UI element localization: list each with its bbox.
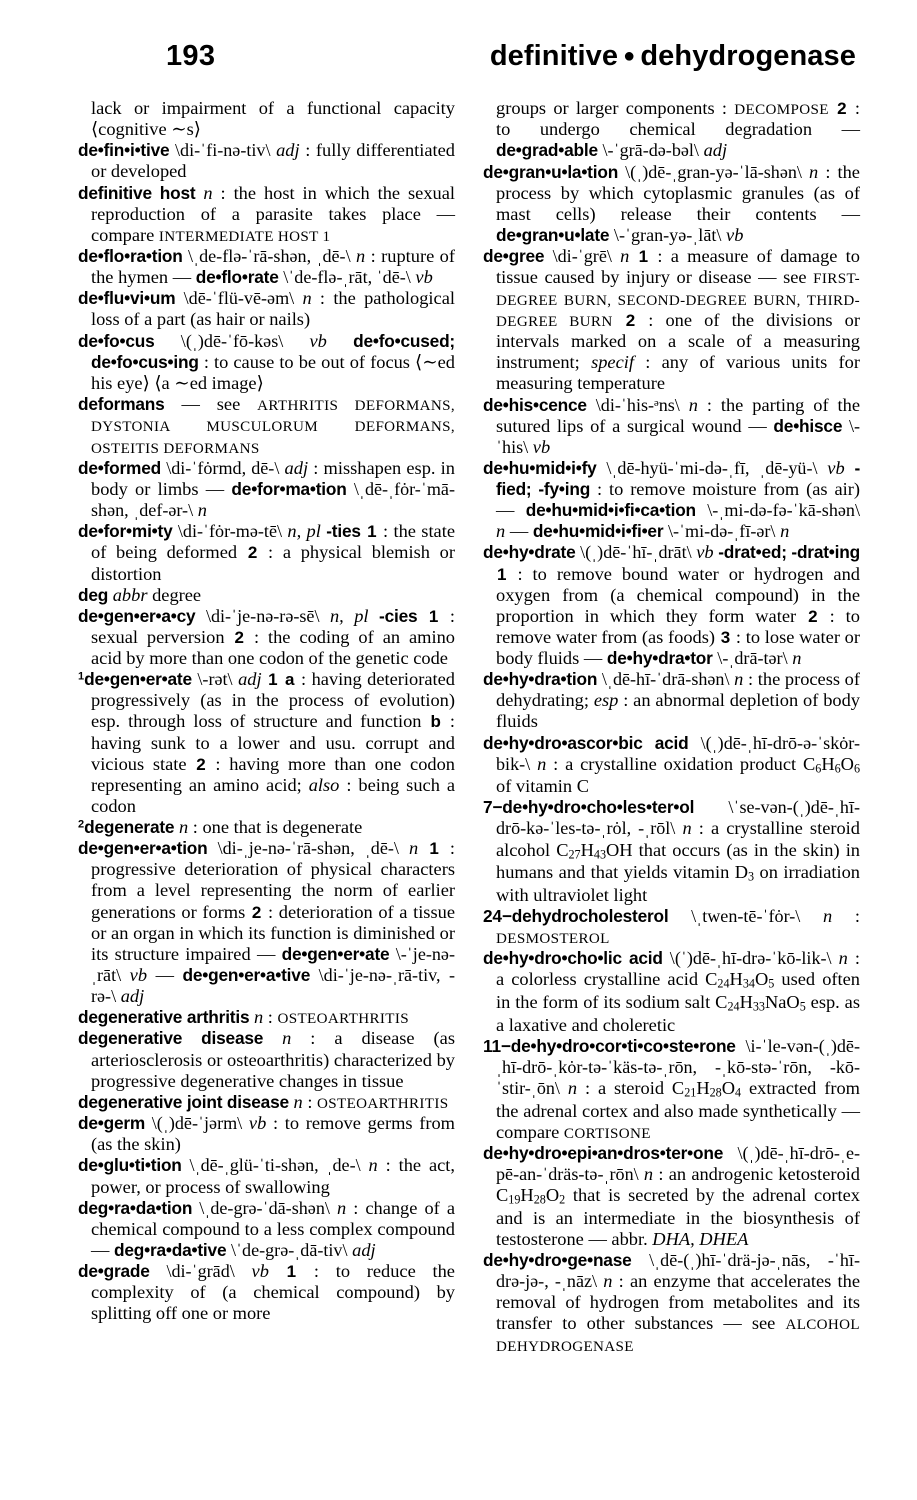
carryover-line-1: lack or impairment of a functional <box>91 98 382 118</box>
entry-11-dehydrocorticosterone <box>483 1036 860 1143</box>
sense-number: 2 <box>196 754 206 774</box>
definition-text: : the process of dehydrating; <box>496 669 860 711</box>
sense-number: 2 <box>808 606 818 626</box>
sense-number: 1 <box>497 564 507 584</box>
cross-reference[interactable]: DESMOSTEROL <box>496 930 610 947</box>
run-on-pronunciation: \-ˈgrā-də-bəl\ <box>602 140 699 161</box>
run-on-word: de•hu•mid•i•fi•ca•tion <box>525 500 696 521</box>
pronunciation: \di-ˈhis-ᵊns\ <box>595 394 680 415</box>
sense-number: 3 <box>720 627 731 647</box>
guide-word-first: definitive <box>489 40 619 72</box>
cross-reference[interactable]: ARTHRITIS DEFORMANS, DYSTONIA MUSCULORUM DEFORMANS, OSTEITIS DEFORMANS <box>91 397 456 457</box>
definition-text: : to remove germs from (as the skin) <box>91 1113 455 1155</box>
entry-dehydrocholic-acid <box>483 948 860 1035</box>
functional-label: n, pl <box>287 521 321 542</box>
inflected-forms: -drat•ed; -drat•ing <box>718 542 860 563</box>
entry-dehumidify <box>483 458 860 543</box>
definition-text: : to remove moisture from (as air) — <box>496 479 860 521</box>
sense-text: : sexual perversion <box>91 605 455 647</box>
sense-text: : a measure of damage to tissue caused by injury or disease — see <box>496 246 860 288</box>
guide-word-last: dehydrogenase <box>640 40 856 72</box>
functional-label: n <box>809 161 819 182</box>
entry-defloration <box>78 246 455 288</box>
sense-number: 2 <box>234 627 244 647</box>
inflected-forms: -cies <box>379 605 418 626</box>
functional-label: n <box>688 394 698 415</box>
definition-text: : fully differentiated or developed <box>91 140 455 182</box>
definition-text: : the process by which cytoplasmic granules (as of mast cells) release their contents — <box>496 161 860 224</box>
definition-text: : a colorless crystalline acid $C_{24}H_{34}O_5$ used often in the form of its sodium salt $C_{24}H_{33}NaO_5$ esp. as a laxative and choleretic <box>496 948 860 1035</box>
pronunciation: \ˌde-grə-ˈdā-shən\ <box>199 1197 330 1218</box>
pronunciation: \ˌdē-hyü-ˈmi-də-ˌfī, ˌdē-yü-\ <box>606 457 818 478</box>
headword: de•hy•dra•tion <box>483 669 598 690</box>
inflected-forms: -fied; -fy•ing <box>496 457 860 499</box>
entry-definitive-host <box>78 183 455 247</box>
headword: degenerate <box>84 817 175 837</box>
run-on-functional-label: vb <box>532 436 551 457</box>
pronunciation: \di-ˈfi-nə-tiv\ <box>175 140 271 161</box>
cross-reference[interactable]: CORTISONE <box>563 1125 651 1142</box>
functional-label: adj <box>238 669 262 690</box>
sense-text: : one of the divisions or intervals marked on a scale of a measuring instrument; <box>496 309 860 373</box>
run-on-word: deg•ra•da•tive <box>114 1239 227 1260</box>
functional-label: n, pl <box>329 605 369 626</box>
pronunciation: \di-ˈgrē\ <box>552 246 612 267</box>
pronunciation: \di-ˈfȯrmd, dē-\ <box>166 457 280 478</box>
headword: deg <box>78 584 109 605</box>
definition-text: : a crystalline oxidation product $C_6H_6O_6$ of vitamin C <box>496 753 860 797</box>
entry-dehydrogenase <box>483 1250 860 1356</box>
definition-text-continued: : an abnormal depletion of body fluids <box>496 690 860 732</box>
headword: de•hy•dro•epi•an•dros•ter•one <box>483 1142 724 1163</box>
pronunciation: \ˌdē-ˌglü-ˈti-shən, ˌde-\ <box>189 1155 361 1176</box>
functional-label: n <box>537 753 547 774</box>
headword: de•flu•vi•um <box>78 288 176 309</box>
entry-degree <box>483 246 860 394</box>
run-on-pronunciation: \-ˌdrā-tər\ <box>717 648 788 668</box>
functional-label: abbr <box>112 584 148 605</box>
functional-label: n <box>203 182 213 203</box>
cross-reference[interactable]: ALCOHOL DEHYDROGENASE <box>496 1317 860 1355</box>
headword: deg•ra•da•tion <box>78 1197 193 1218</box>
entry-degranulation <box>483 162 860 247</box>
headword: de•gen•er•ate <box>84 669 192 690</box>
definition-text: : change of a chemical compound to a less complex compound — <box>91 1197 455 1260</box>
functional-label: n <box>734 669 744 690</box>
sense-text: : having more than one codon representing an amino acid; <box>91 753 455 795</box>
run-on-functional-label: adj <box>120 986 145 1006</box>
abbreviation: DHA, DHEA <box>652 1228 749 1249</box>
headword: de•hy•dro•ascor•bic acid <box>483 732 689 753</box>
homograph-number: 1 <box>78 670 85 683</box>
run-on-functional-label: vb <box>415 267 433 288</box>
headword: degenerative arthritis <box>78 1007 250 1028</box>
headword: de•hu•mid•i•fy <box>483 457 597 478</box>
cross-reference[interactable]: DECOMPOSE <box>734 102 829 118</box>
entry-degenerative-disease <box>78 1028 455 1091</box>
definition-text: : an androgenic ketosteroid $C_{19}H_{28}O_2$ that is secreted by the adrenal cortex and is an intermediate in the biosynthesis of testosterone — abbr. <box>496 1164 860 1249</box>
functional-label: vb <box>827 457 845 478</box>
sense-number: 1 <box>428 606 439 626</box>
definition-text: : a steroid $C_{21}H_{28}O_4$ extracted from the adrenal cortex and also made synthetically — compare <box>496 1077 860 1142</box>
sense-number: 2 <box>837 99 847 118</box>
entry-degenerative-joint-disease <box>78 1092 455 1113</box>
functional-label: n <box>409 838 419 859</box>
functional-label: n <box>253 1007 264 1028</box>
entry-degrade <box>78 1261 455 1324</box>
guide-word-separator-icon: ● <box>623 45 636 68</box>
headword: de•his•cence <box>483 394 587 415</box>
headword: de•hy•drate <box>483 542 576 563</box>
headword: 11−de•hy•dro•cor•ti•co•ste•rone <box>483 1035 736 1056</box>
entry-definitive <box>78 140 455 182</box>
entry-defluvium <box>78 288 455 330</box>
cross-reference[interactable]: OSTEOARTHRITIS <box>317 1095 449 1112</box>
column-container <box>78 98 860 1356</box>
sense-number: 1 <box>268 670 278 690</box>
run-on-functional-label: adj <box>352 1239 376 1260</box>
pronunciation: \(ˈ)dē-ˌhī-drə-ˈkō-lik-\ <box>669 948 832 969</box>
sense-text: : to lose water or body fluids — <box>496 626 860 668</box>
run-on-word: de•grad•able <box>496 140 598 161</box>
run-on-functional-label: vb <box>726 224 744 245</box>
headword: de•for•mi•ty <box>78 521 173 542</box>
headword: deformans <box>78 393 165 414</box>
run-on-pronunciation: \ˌdē-ˌfȯr-ˈmā-shən, ˌdef-ər-\ <box>91 479 455 521</box>
functional-label: n <box>567 1077 578 1098</box>
headword: de•gen•er•a•tion <box>78 838 208 859</box>
pronunciation: \ˌtwen-tē-ˈfȯr-\ <box>691 905 801 926</box>
definition-text: : misshapen esp. in body or limbs — <box>91 457 455 499</box>
run-on-functional-label: vb <box>129 964 148 985</box>
entry-degenerative-arthritis <box>78 1007 455 1028</box>
functional-label: n <box>302 288 312 309</box>
headword: de•flo•ra•tion <box>78 246 183 267</box>
functional-label: n <box>356 246 366 267</box>
pronunciation: \(ˌ)dē-ˌgran-yə-ˈlā-shən\ <box>625 161 802 182</box>
pronunciation: \(ˌ)dē-ˈfō-kəs\ <box>180 330 284 351</box>
entry-dehydrate <box>483 542 860 669</box>
functional-label: n <box>282 1028 292 1049</box>
pronunciation: \ˌdē-hī-ˈdrā-shən\ <box>601 669 730 690</box>
entry-deformed <box>78 458 455 521</box>
carryover-line-2: : to undergo chemical degradation — <box>496 98 860 140</box>
column-left <box>78 98 469 1324</box>
entry-deg <box>78 585 455 606</box>
sense-number: 2 <box>251 902 262 922</box>
pronunciation: \dē-ˈflü-vē-əm\ <box>183 288 295 309</box>
headword: de•grade <box>78 1261 150 1281</box>
entry-dehydroascorbic-acid <box>483 733 860 798</box>
run-on-word: de•gen•er•a•tive <box>182 964 311 985</box>
inflected-forms: -ties <box>326 521 361 542</box>
page-number: 193 <box>166 40 216 72</box>
definition-text: : one that is degenerate <box>188 817 363 837</box>
headword: de•hy•dro•ge•nase <box>483 1250 632 1271</box>
sense-text: : having sunk to a lower and usu. corrupt and vicious state <box>91 711 455 774</box>
definition-text: : the act, power, or process of swallowing <box>91 1155 455 1197</box>
homograph-number: 2 <box>78 818 85 831</box>
functional-label: vb <box>251 1261 269 1281</box>
sense-text: : the coding of an amino acid by more than one codon of the genetic code <box>91 626 455 668</box>
entry-dehydroepiandrosterone <box>483 1143 860 1250</box>
definition-text: : a crystalline steroid alcohol $C_{27}H_{43}OH$ that occurs (as in the skin) in humans and that yields vitamin $D_3$ on irradiation with ultraviolet light <box>496 818 861 905</box>
headword: de•germ <box>78 1113 146 1134</box>
headword: 24−dehydrocholesterol <box>483 905 669 926</box>
definition-text: : rupture of the hymen — <box>91 246 455 288</box>
sense-text: : to reduce the complexity of (a chemical compound) by splitting off one or more <box>91 1261 455 1324</box>
run-on-functional-label: n <box>496 521 506 542</box>
run-on-functional-label: n <box>197 500 207 521</box>
headword: de•glu•ti•tion <box>78 1155 182 1176</box>
pronunciation: \(ˌ)dē-ˈhī-ˌdrāt\ <box>580 542 692 563</box>
cross-reference[interactable]: FIRST-DEGREE BURN, SECOND-DEGREE BURN, THIRD-DEGREE BURN <box>496 271 860 330</box>
run-on-pronunciation: \ˈde-grə-ˌdā-tiv\ <box>230 1239 348 1260</box>
sense-text-continued: : any of various units for measuring temperature <box>496 352 860 394</box>
functional-label: n <box>643 1164 654 1185</box>
functional-label: n <box>620 246 630 267</box>
run-on-dash: — <box>155 964 174 985</box>
run-on-word: de•hu•mid•i•fi•er <box>532 521 664 542</box>
definition-text: : <box>302 1091 318 1112</box>
run-on-word: de•gen•er•ate <box>281 943 390 964</box>
functional-label: n <box>293 1091 303 1112</box>
sense-text: : the state of being deformed <box>91 521 455 563</box>
sense-letter: b <box>430 712 441 732</box>
pronunciation: \(ˌ)dē-ˌhī-drō-ə-ˈskȯr-bik-\ <box>496 732 860 774</box>
inflected-forms: de•fo•cused; de•fo•cus•ing <box>91 330 455 372</box>
pronunciation: \(ˌ)dē-ˈjərm\ <box>151 1113 243 1134</box>
pronunciation: \di-ˈfȯr-mə-tē\ <box>177 521 283 542</box>
run-on-pronunciation: \-ˈmi-də-ˌfī-ər\ <box>667 521 776 542</box>
run-on-word: de•hisce <box>773 415 843 436</box>
pronunciation: \di-ˈgrād\ <box>166 1261 235 1281</box>
cross-reference[interactable]: OSTEOARTHRITIS <box>277 1011 409 1028</box>
cross-reference[interactable]: INTERMEDIATE HOST 1 <box>158 228 331 245</box>
headword: degenerative disease <box>78 1028 264 1049</box>
also-label: also <box>308 774 340 795</box>
definition-text: — see <box>164 393 258 414</box>
entry-dehiscence <box>483 395 860 458</box>
entry-degeneracy <box>78 606 455 669</box>
definition-text: : the host in which the sexual reproduction of a parasite takes place — compare <box>91 182 455 245</box>
entry-deformans <box>78 394 455 458</box>
definition-text: : <box>832 905 860 926</box>
headword: definitive host <box>78 182 196 203</box>
pronunciation: \i-ˈle-vən-(ˌ)dē-ˌhī-drō-ˌkȯr-tə-ˈkäs-tə-ˌrōn, -ˌkō-stə-ˈrōn, -kō-ˈstir-ˌōn\ <box>496 1035 860 1098</box>
headword: de•formed <box>78 457 161 478</box>
entry-degradation <box>78 1198 455 1261</box>
running-head <box>78 40 860 84</box>
entry-degenerate-noun <box>78 817 455 838</box>
run-on-pronunciation: \ˈde-flə-ˌrāt, ˈdē-\ <box>283 267 411 288</box>
italic-label: specif <box>591 352 634 373</box>
sense-number: 2 <box>625 310 636 330</box>
headword: de•fo•cus <box>78 330 155 351</box>
definition-text: : <box>263 1007 278 1028</box>
guide-words <box>490 40 856 73</box>
pronunciation: \ˈse-vən-(ˌ)dē-ˌhī-drō-kə-ˈles-tə-ˌrȯl, -ˌrōl\ <box>496 797 860 839</box>
run-on-functional-label: n <box>792 648 802 668</box>
entry-degeneration <box>78 838 455 1007</box>
pronunciation: \ˌdē-(ˌ)hī-ˈdrä-jə-ˌnās, -ˈhī-drə-jə-, -ˌnāz\ <box>496 1250 860 1292</box>
run-on-pronunciation: \-ˈhis\ <box>496 415 860 457</box>
headword: de•gen•er•a•cy <box>78 605 196 626</box>
entry-degenerate-adj <box>78 669 455 817</box>
sense-text: : progressive deterioration of physical characters from a level representing the norm of earlier generations or forms <box>91 838 455 922</box>
run-on-pronunciation: \di-ˈje-nə-ˌrā-tiv, -rə-\ <box>91 964 456 1006</box>
functional-label: n <box>368 1155 378 1176</box>
headword: de•fin•i•tive <box>78 140 170 161</box>
pronunciation: \di-ˈje-nə-rə-sē\ <box>205 605 320 626</box>
run-on-functional-label: n <box>780 521 790 542</box>
run-on-pronunciation: \-ˌmi-də-fə-ˈkā-shən\ <box>707 500 860 521</box>
functional-label: n <box>822 905 833 926</box>
carryover-text <box>78 98 455 140</box>
entry-24-dehydrocholesterol <box>483 906 860 948</box>
sense-number: 1 <box>429 839 439 859</box>
definition-text: : a disease (as arteriosclerosis or osteoarthritis) characterized by progressive degenerative changes in tissue <box>91 1028 455 1091</box>
run-on-dash: — <box>509 521 529 542</box>
column-right <box>469 98 860 1356</box>
sense-letter: a <box>285 670 295 690</box>
definition-text: : to cause to be out of focus ⟨∼ed his eye⟩ ⟨a ∼ed image⟩ <box>91 351 455 393</box>
sense-number: 1 <box>367 522 377 542</box>
headword: degenerative joint disease <box>78 1091 289 1112</box>
functional-label: vb <box>248 1113 267 1134</box>
run-on-word: de•for•ma•tion <box>231 479 347 499</box>
carryover-text <box>483 98 860 162</box>
run-on-word: de•gran•u•late <box>496 224 610 245</box>
entry-7-dehydrocholesterol <box>483 797 860 906</box>
functional-label: n <box>178 817 189 837</box>
also-text: : being such a codon <box>91 774 455 816</box>
headword: de•hy•dro•cho•lic acid <box>483 948 663 969</box>
functional-label: n <box>838 948 848 969</box>
run-on-functional-label: adj <box>703 140 728 161</box>
entry-deglutition <box>78 1155 455 1197</box>
functional-label: vb <box>309 330 327 351</box>
definition-text: : the parting of the sutured lips of a surgical wound — <box>496 394 860 436</box>
pronunciation: \di-ˌje-nə-ˈrā-shən, ˌdē-\ <box>217 838 399 859</box>
functional-label: n <box>682 818 692 839</box>
definition-text: degree <box>147 584 202 605</box>
sense-number: 1 <box>286 1262 297 1281</box>
italic-label: esp <box>593 690 619 711</box>
definition-text: : an enzyme that accelerates the removal of hydrogen from metabolites and its transfer to other substances — see <box>496 1271 860 1334</box>
sense-text: : to remove bound water or hydrogen and oxygen from (a chemical compound) in the proportion in which they form water <box>496 563 860 626</box>
sense-number: 1 <box>638 247 649 267</box>
headword: de•gran•u•la•tion <box>483 161 619 182</box>
pronunciation: \(ˌ)dē-ˌhī-drō-ˌe-pē-an-ˈdräs-tə-ˌrōn\ <box>496 1142 860 1185</box>
carryover-line-2: capacity ⟨cognitive ∼s⟩ <box>91 98 455 140</box>
run-on-word: de•flo•rate <box>195 267 279 288</box>
run-on-word: de•hy•dra•tor <box>606 648 713 668</box>
run-on-pronunciation: \-ˈgran-yə-ˌlāt\ <box>613 224 722 245</box>
entry-deformity <box>78 521 455 584</box>
headword: de•gree <box>483 246 545 267</box>
run-on-pronunciation: \-ˈje-nə-ˌrāt\ <box>91 943 455 985</box>
functional-label: n <box>336 1197 347 1218</box>
functional-label: n <box>603 1271 613 1292</box>
pronunciation: \ˌde-flə-ˈrā-shən, ˌdē-\ <box>188 246 351 267</box>
sense-text: : to remove water from (as foods) <box>496 605 860 647</box>
sense-text: : a physical blemish or distortion <box>91 542 455 584</box>
functional-label: adj <box>284 457 309 478</box>
functional-label: vb <box>696 542 714 563</box>
definition-text: : the pathological loss of a part (as hair or nails) <box>91 288 455 330</box>
headword: 7−de•hy•dro•cho•les•ter•ol <box>483 797 695 818</box>
entry-degerm <box>78 1113 455 1155</box>
sense-text: : having deteriorated progressively (as in the process of evolution) esp. through loss of structure and function <box>91 669 455 732</box>
sense-number: 2 <box>247 543 258 563</box>
entry-defocus <box>78 331 455 394</box>
entry-dehydration <box>483 669 860 732</box>
functional-label: adj <box>276 140 300 161</box>
carryover-line-1: groups or larger components : <box>496 98 735 118</box>
sense-text: : deterioration of a tissue or an organ in which its function is diminished or its structure impaired — <box>91 901 455 964</box>
pronunciation: \-rət\ <box>197 669 233 690</box>
